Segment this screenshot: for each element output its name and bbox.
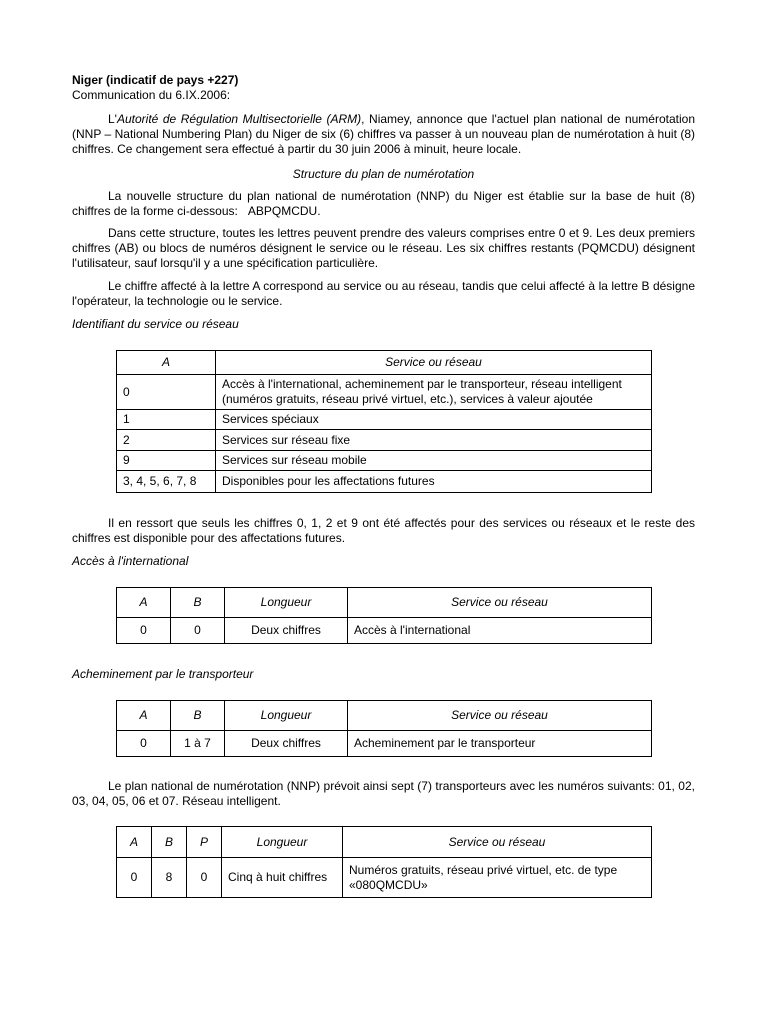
table-row: [117, 471, 652, 493]
header: [72, 73, 695, 103]
table-row: [117, 451, 652, 471]
cell-service: Disponibles pour les affectations futures: [216, 471, 652, 493]
values-paragraph: Dans cette structure, toutes les lettres peuvent prendre des valeurs comprises entre 0 et 9. Les deux premiers chiffres (AB) ou blocs de numéros désignent le service ou le réseau. Les six chiffres restants (PQMCDU) désignent l'utilisateur, sauf lorsqu'il y a une spécification particulière.: [72, 226, 695, 270]
document-title: Niger (indicatif de pays +227): [72, 73, 239, 87]
section-international: Accès à l'international: [72, 554, 189, 568]
table-row: [117, 375, 652, 410]
table-row: [117, 410, 652, 430]
carriers-paragraph: Le plan national de numérotation (NNP) prévoit ainsi sept (7) transporteurs avec les numéros suivants: 01, 02, 03, 04, 05, 06 et 07. Réseau intelligent.: [72, 779, 695, 808]
cell-a: 1: [117, 410, 216, 430]
structure-text: La nouvelle structure du plan national de numérotation (NNP) du Niger est établie sur la base de huit (8) chiffres de la forme ci-dessous:: [72, 189, 695, 218]
table-row: [117, 858, 652, 898]
cell-b: 1 à 7: [171, 731, 225, 757]
cell-b: 8: [152, 858, 187, 898]
cell-b: 0: [171, 618, 225, 644]
carrier-routing-table: [116, 700, 652, 757]
column-header-service: Service ou réseau: [216, 351, 652, 375]
column-header-length: Longueur: [222, 827, 343, 858]
column-header-service: Service ou réseau: [343, 827, 652, 858]
column-header-length: Longueur: [225, 701, 348, 731]
cell-a: 9: [117, 451, 216, 471]
column-header-a: A: [117, 701, 171, 731]
column-header-service: Service ou réseau: [348, 701, 652, 731]
cell-a: 0: [117, 375, 216, 410]
cell-length: Cinq à huit chiffres: [222, 858, 343, 898]
table-row: [117, 618, 652, 644]
section-carrier: Acheminement par le transporteur: [72, 667, 254, 681]
cell-service: Accès à l'international: [348, 618, 652, 644]
column-header-a: A: [117, 827, 152, 858]
intelligent-network-table: [116, 826, 652, 898]
intro-prefix: L': [108, 112, 117, 126]
international-access-table: [116, 587, 652, 644]
column-header-b: B: [152, 827, 187, 858]
column-header-a: A: [117, 351, 216, 375]
result-paragraph: Il en ressort que seuls les chiffres 0, 1, 2 et 9 ont été affectés pour des services ou réseaux et le reste des chiffres est disponible pour des affectations futures.: [72, 516, 695, 545]
column-header-b: B: [171, 588, 225, 618]
cell-service: Services sur réseau mobile: [216, 451, 652, 471]
section-identifier: Identifiant du service ou réseau: [72, 317, 239, 331]
structure-paragraph: [72, 189, 695, 219]
table-row: [117, 731, 652, 757]
column-header-a: A: [117, 588, 171, 618]
communication-date: Communication du 6.IX.2006:: [72, 88, 231, 102]
table-header-row: [117, 827, 652, 858]
table-header-row: [117, 588, 652, 618]
service-identifier-table: [116, 350, 652, 493]
column-header-service: Service ou réseau: [348, 588, 652, 618]
cell-a: 0: [117, 858, 152, 898]
letter-paragraph: Le chiffre affecté à la lettre A correspond au service ou au réseau, tandis que celui affecté à la lettre B désigne l'opérateur, la technologie ou le service.: [72, 279, 695, 308]
table-header-row: [117, 701, 652, 731]
intro-paragraph: [72, 112, 695, 157]
cell-length: Deux chiffres: [225, 731, 348, 757]
cell-service: Numéros gratuits, réseau privé virtuel, etc. de type «080QMCDU»: [343, 858, 652, 898]
cell-p: 0: [187, 858, 222, 898]
cell-service: Services sur réseau fixe: [216, 430, 652, 451]
cell-a: 2: [117, 430, 216, 451]
cell-service: Services spéciaux: [216, 410, 652, 430]
structure-heading: Structure du plan de numérotation: [292, 167, 475, 181]
cell-service: Accès à l'international, acheminement par le transporteur, réseau intelligent (numéros gratuits, réseau privé virtuel, etc.), services à valeur ajoutée: [216, 375, 652, 410]
cell-a: 0: [117, 618, 171, 644]
column-header-length: Longueur: [225, 588, 348, 618]
table-header-row: [117, 351, 652, 375]
cell-service: Acheminement par le transporteur: [348, 731, 652, 757]
cell-length: Deux chiffres: [225, 618, 348, 644]
format-code: ABPQMCDU.: [247, 204, 321, 218]
cell-a: 3, 4, 5, 6, 7, 8: [117, 471, 216, 493]
table-row: [117, 430, 652, 451]
intro-text: , Niamey, annonce que l'actuel plan national de numérotation (NNP – National Numbering Plan) du Niger de six (6) chiffres va passer à un nouveau plan de numérotation à huit (8) chiffres. Ce changement sera effectué à partir du 30 juin 2006 à minuit, heure locale.: [72, 112, 695, 156]
column-header-p: P: [187, 827, 222, 858]
authority-name: Autorité de Régulation Multisectorielle (ARM): [116, 112, 362, 126]
cell-a: 0: [117, 731, 171, 757]
column-header-b: B: [171, 701, 225, 731]
